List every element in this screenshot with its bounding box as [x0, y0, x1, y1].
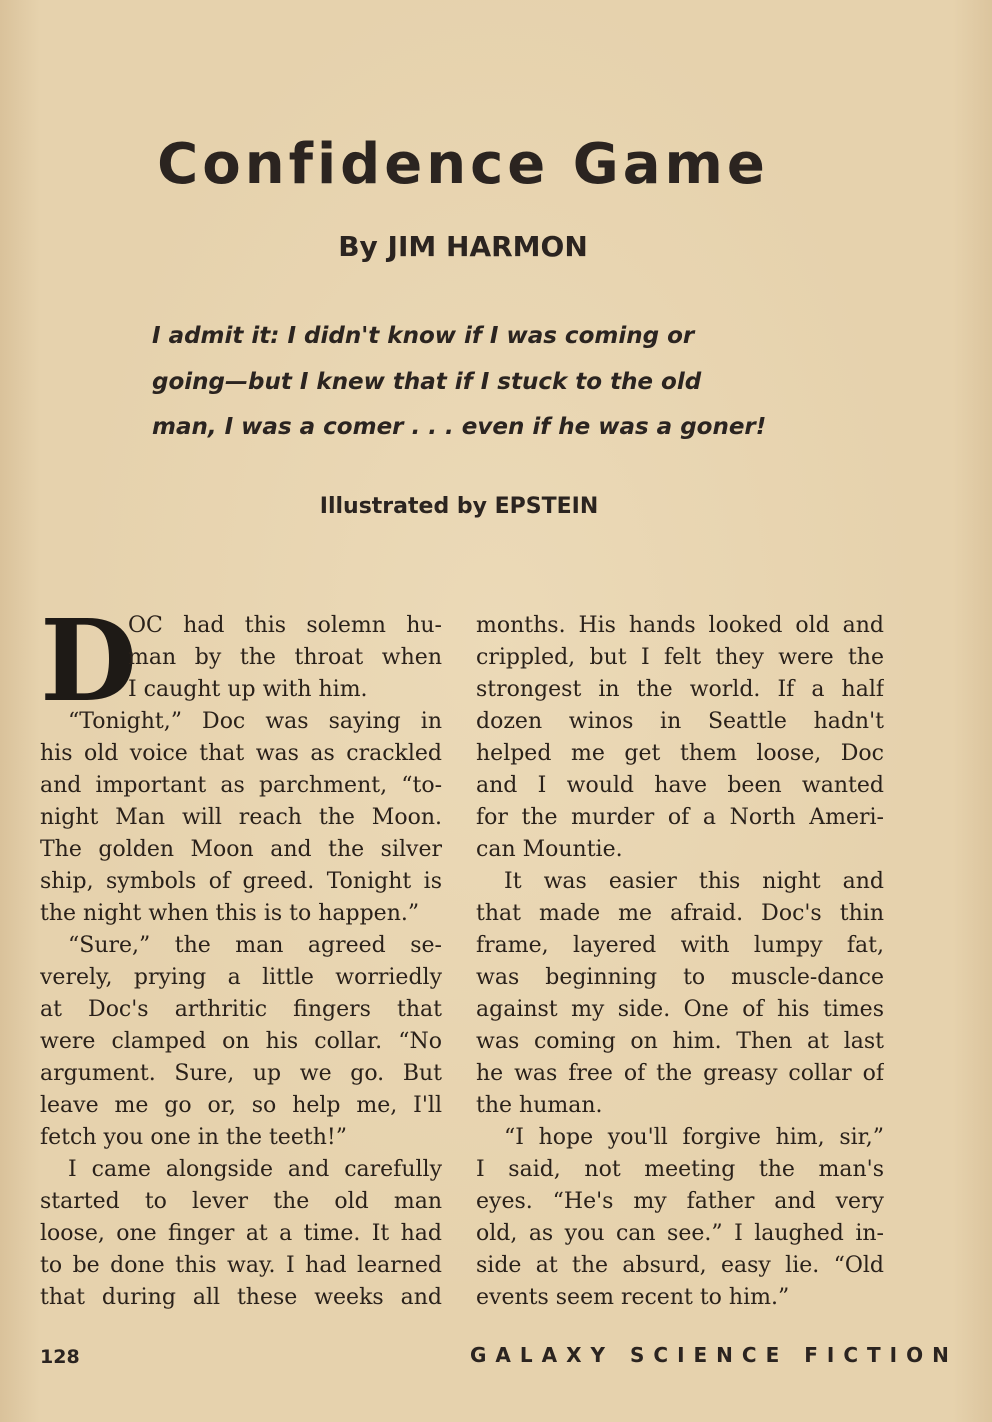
text-line: and I would have been wanted	[476, 773, 884, 798]
text-line: fetch you one in the teeth!”	[40, 1125, 347, 1150]
text-line: for the murder of a North Ameri-	[476, 805, 884, 830]
blurb-line: man, I was a comer . . . even if he was a goner!	[152, 414, 767, 440]
text-line: I caught up with him.	[128, 677, 368, 702]
text-line: was coming on him. Then at last	[476, 1029, 884, 1054]
page-number: 128	[40, 1346, 80, 1368]
text-line: side at the absurd, easy lie. “Old	[476, 1253, 884, 1278]
illustrator-credit: Illustrated by EPSTEIN	[319, 494, 599, 519]
text-line: leave me go or, so help me, I'll	[40, 1093, 442, 1118]
text-line: ship, symbols of greed. Tonight is	[40, 869, 442, 894]
text-line: man by the throat when	[128, 645, 442, 670]
text-line: events seem recent to him.”	[476, 1285, 790, 1310]
author-byline: By JIM HARMON	[338, 230, 588, 263]
text-line: crippled, but I felt they were the	[476, 645, 884, 670]
text-line: were clamped on his collar. “No	[40, 1029, 442, 1054]
text-line: helped me get them loose, Doc	[476, 741, 884, 766]
text-line: can Mountie.	[476, 837, 623, 862]
running-title: GALAXY SCIENCE FICTION	[470, 1343, 958, 1367]
text-line: that made me afraid. Doc's thin	[476, 901, 884, 926]
text-line: frame, layered with lumpy fat,	[476, 933, 884, 958]
text-line: “Tonight,” Doc was saying in	[68, 709, 442, 734]
text-line: argument. Sure, up we go. But	[40, 1061, 442, 1086]
text-line: “Sure,” the man agreed se-	[68, 933, 442, 958]
text-line: against my side. One of his times	[476, 997, 884, 1022]
text-line: at Doc's arthritic fingers that	[40, 997, 442, 1022]
text-line: verely, prying a little worriedly	[40, 965, 442, 990]
text-line: started to lever the old man	[40, 1189, 442, 1214]
text-line: the human.	[476, 1093, 603, 1118]
text-line: eyes. “He's my father and very	[476, 1189, 884, 1214]
text-line: I said, not meeting the man's	[476, 1157, 884, 1182]
text-line: OC had this solemn hu-	[128, 613, 442, 638]
text-line: months. His hands looked old and	[476, 613, 884, 638]
story-blurb	[152, 314, 782, 451]
text-line: night Man will reach the Moon.	[40, 805, 442, 830]
blurb-line: I admit it: I didn't know if I was coming or	[152, 323, 695, 349]
blurb-line: going—but I knew that if I stuck to the old	[152, 368, 702, 395]
text-line: old, as you can see.” I laughed in-	[476, 1221, 884, 1246]
text-line: It was easier this night and	[504, 869, 884, 894]
text-line: I came alongside and carefully	[68, 1157, 442, 1182]
text-line: strongest in the world. If a half	[476, 677, 884, 702]
text-line: loose, one finger at a time. It had	[40, 1221, 442, 1246]
drop-cap: D	[40, 596, 138, 727]
text-line: the night when this is to happen.”	[40, 901, 420, 926]
text-line: “I hope you'll forgive him, sir,”	[504, 1125, 884, 1150]
story-title: Confidence Game	[157, 132, 769, 197]
text-line: was beginning to muscle-dance	[476, 965, 884, 990]
body-column-right	[476, 610, 884, 1314]
text-line: The golden Moon and the silver	[40, 837, 442, 862]
text-line: he was free of the greasy collar of	[476, 1061, 884, 1086]
text-line: and important as parchment, “to-	[40, 773, 442, 798]
text-line: that during all these weeks and	[40, 1285, 442, 1310]
text-line: dozen winos in Seattle hadn't	[476, 709, 884, 734]
body-column-left	[40, 596, 442, 1314]
text-line: to be done this way. I had learned	[40, 1253, 442, 1278]
text-line: his old voice that was as crackled	[40, 741, 442, 766]
